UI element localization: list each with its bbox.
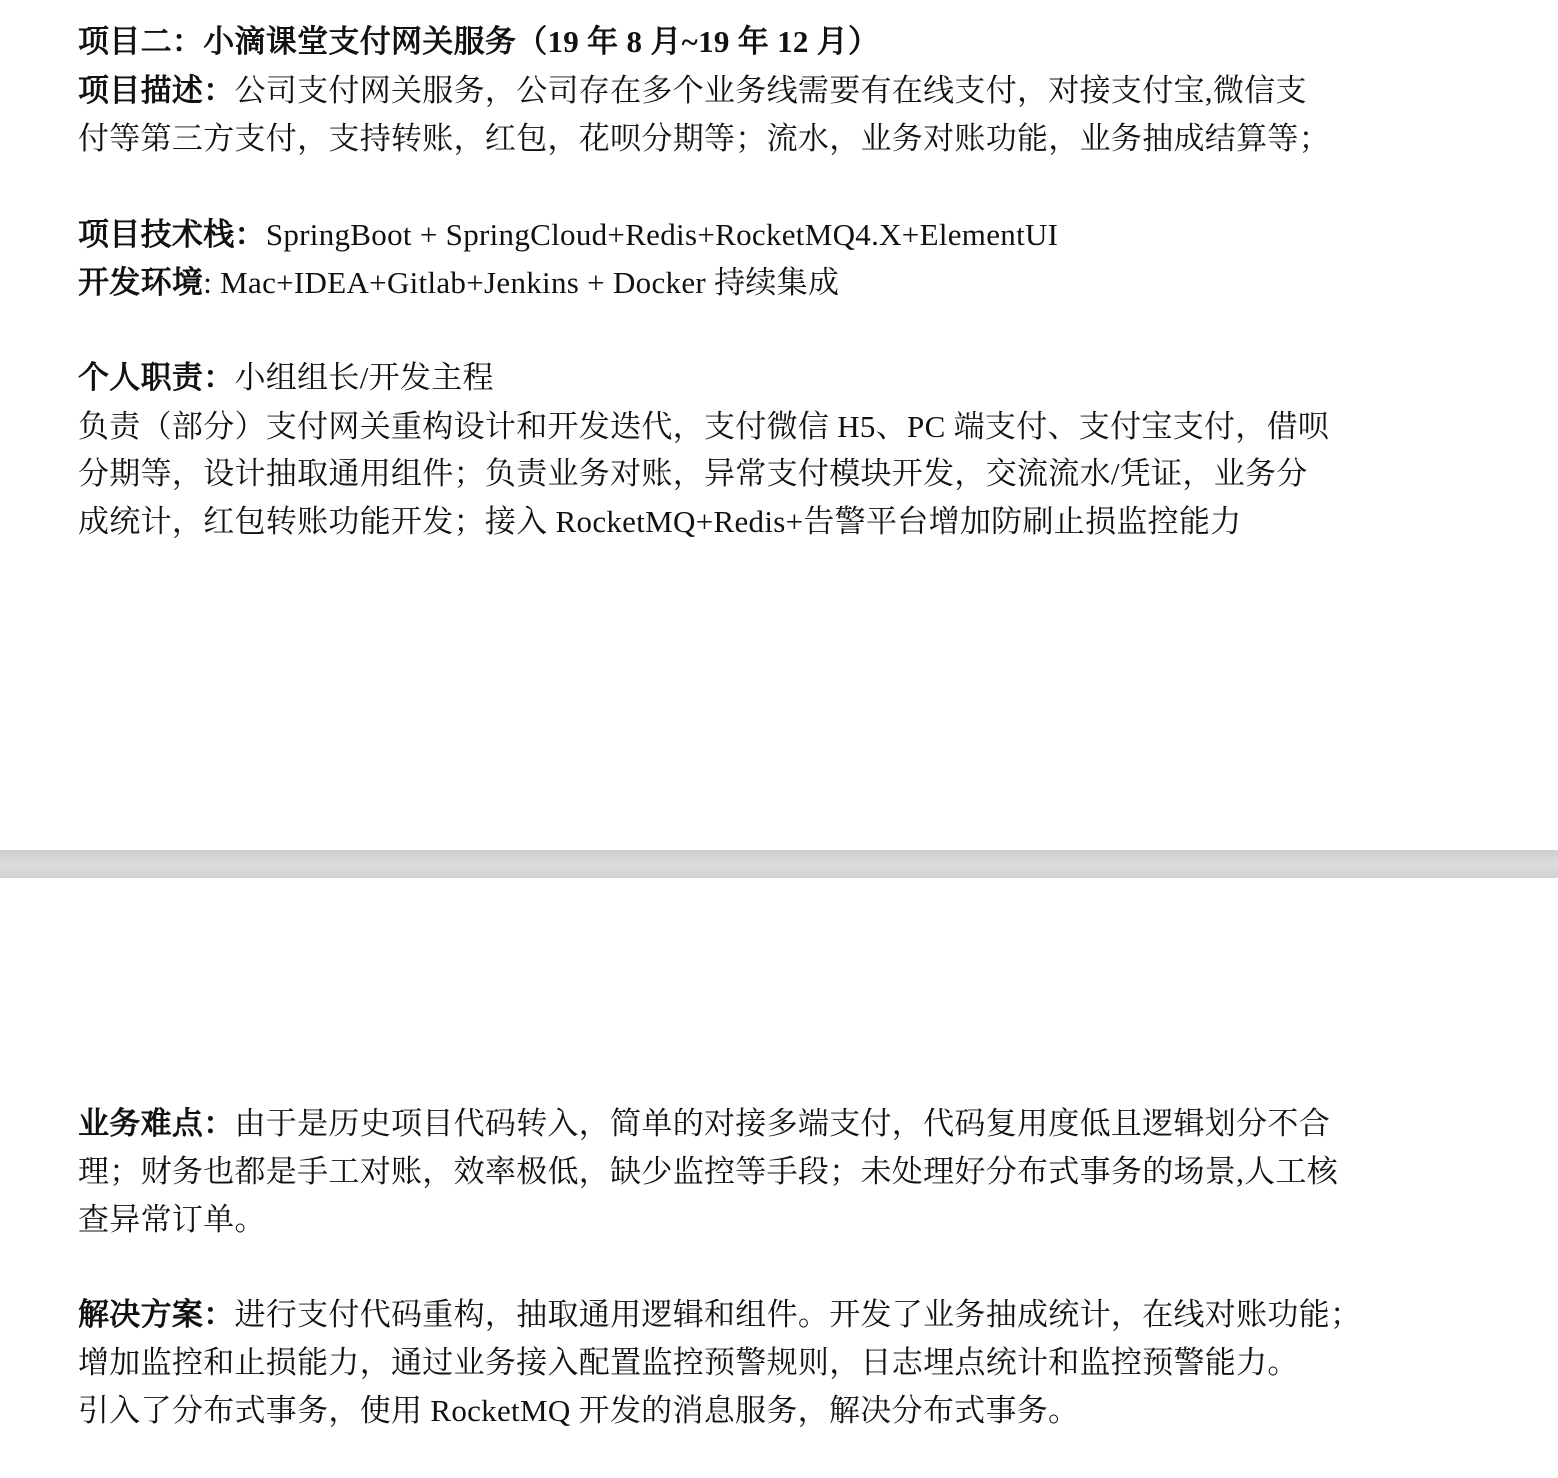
project-description-line-1 [78, 67, 1307, 115]
dev-env-value: : Mac+IDEA+Gitlab+Jenkins + Docker 持续集成 [203, 265, 840, 300]
duty-detail-line-1: 负责（部分）支付网关重构设计和开发迭代，支付微信 H5、PC 端支付、支付宝支付，借呗 [78, 409, 1330, 444]
document-page-bottom [0, 878, 1558, 1478]
tech-stack-line [78, 211, 1058, 259]
duty-value: 小组组长/开发主程 [234, 360, 494, 395]
duty-detail-line-3: 成统计，红包转账功能开发；接入 RocketMQ+Redis+告警平台增加防刷止损监控能力 [78, 504, 1242, 539]
solution-line-1 [78, 1291, 1361, 1339]
project-title: 项目二：小滴课堂支付网关服务（19 年 8 月~19 年 12 月） [78, 24, 880, 59]
difficulty-line-3: 查异常订单。 [78, 1202, 266, 1237]
duty-line [78, 354, 494, 402]
project-description-line-2: 付等第三方支付，支持转账，红包，花呗分期等；流水，业务对账功能，业务抽成结算等； [78, 121, 1330, 156]
description-text-1: 公司支付网关服务，公司存在多个业务线需要有在线支付，对接支付宝,微信支 [234, 73, 1307, 108]
page-separator [0, 850, 1558, 878]
dev-env-line [78, 259, 839, 307]
solution-text-1: 进行支付代码重构，抽取通用逻辑和组件。开发了业务抽成统计，在线对账功能； [234, 1297, 1362, 1332]
solution-label: 解决方案： [78, 1297, 235, 1332]
solution-line-2: 增加监控和止损能力，通过业务接入配置监控预警规则，日志埋点统计和监控预警能力。 [78, 1345, 1299, 1380]
duty-label: 个人职责： [78, 360, 235, 395]
description-label: 项目描述： [78, 73, 235, 108]
difficulty-text-1: 由于是历史项目代码转入，简单的对接多端支付，代码复用度低且逻辑划分不合 [234, 1106, 1330, 1141]
tech-stack-value: SpringBoot + SpringCloud+Redis+RocketMQ4.X+ElementUI [265, 217, 1059, 252]
tech-stack-label: 项目技术栈： [78, 217, 266, 252]
difficulty-line-1 [78, 1100, 1330, 1148]
dev-env-label: 开发环境 [78, 265, 204, 300]
difficulty-label: 业务难点： [78, 1106, 235, 1141]
duty-detail-line-2: 分期等，设计抽取通用组件；负责业务对账，异常支付模块开发，交流流水/凭证，业务分 [78, 456, 1308, 491]
solution-line-3: 引入了分布式事务，使用 RocketMQ 开发的消息服务，解决分布式事务。 [78, 1393, 1080, 1428]
difficulty-line-2: 理；财务也都是手工对账，效率极低，缺少监控等手段；未处理好分布式事务的场景,人工核 [78, 1154, 1339, 1189]
